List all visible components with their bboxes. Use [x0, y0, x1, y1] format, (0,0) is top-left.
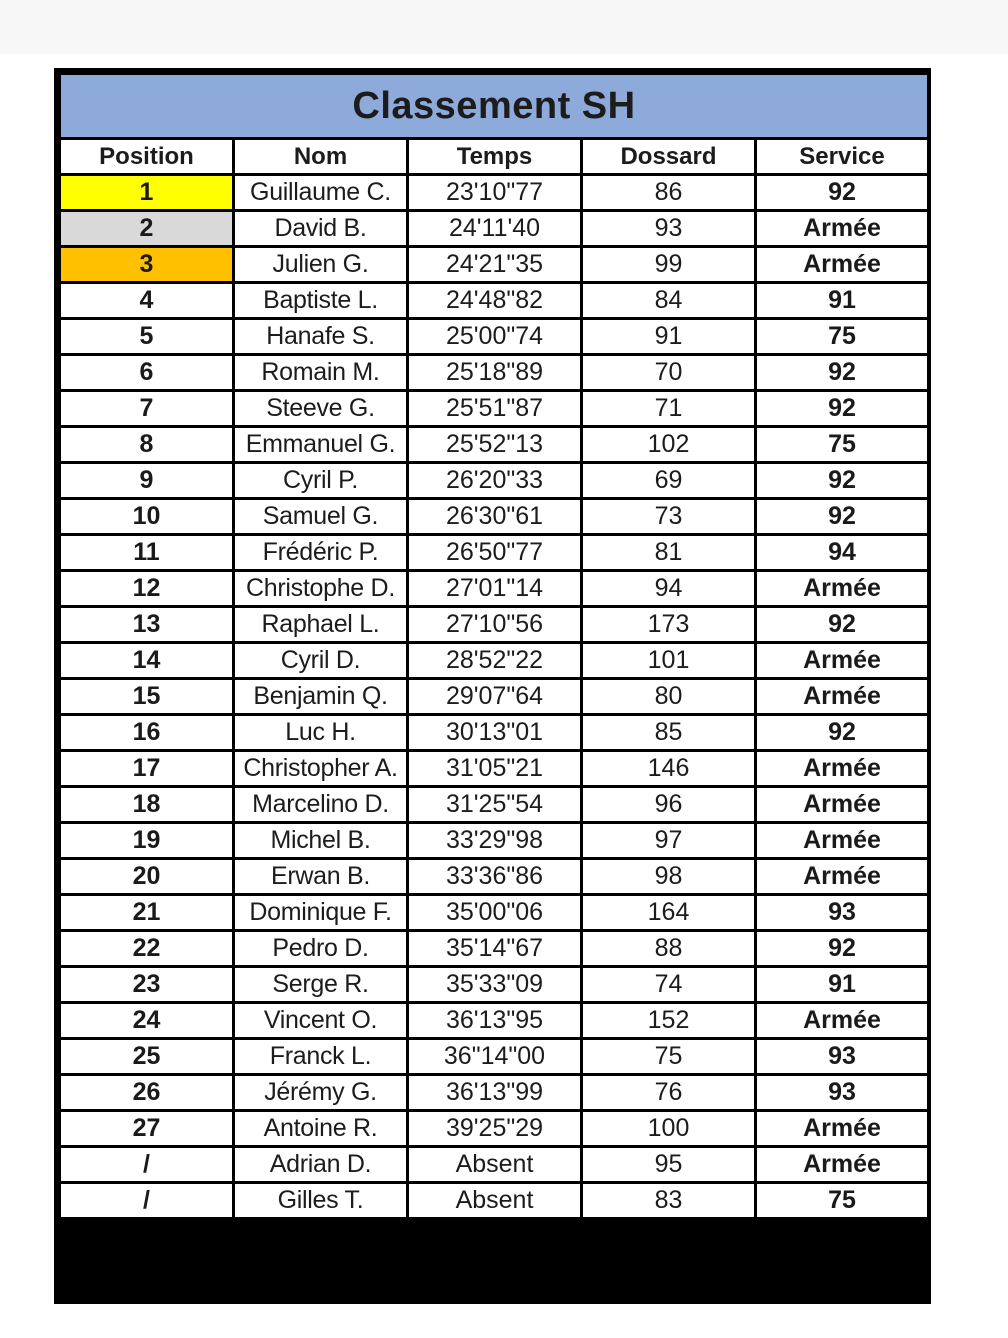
cell-position: 12 [60, 571, 234, 607]
table-row [60, 967, 929, 1003]
cell-dossard: 96 [582, 787, 756, 823]
cell-temps: 27'10"56 [408, 607, 582, 643]
cell-temps: 26'50"77 [408, 535, 582, 571]
cell-temps: 31'25"54 [408, 787, 582, 823]
cell-temps: 35'33"09 [408, 967, 582, 1003]
cell-position: 20 [60, 859, 234, 895]
cell-service: Armée [756, 787, 929, 823]
cell-temps: 25'51"87 [408, 391, 582, 427]
cell-nom: Baptiste L. [234, 283, 408, 319]
cell-temps: 25'00"74 [408, 319, 582, 355]
cell-service: 92 [756, 175, 929, 211]
cell-temps: 25'18"89 [408, 355, 582, 391]
cell-service: 93 [756, 1075, 929, 1111]
cell-service: Armée [756, 751, 929, 787]
cell-position: 2 [60, 211, 234, 247]
cell-position: 14 [60, 643, 234, 679]
cell-service: 93 [756, 895, 929, 931]
column-header-row [60, 139, 929, 175]
cell-service: Armée [756, 1111, 929, 1147]
table-row [60, 787, 929, 823]
cell-position: 13 [60, 607, 234, 643]
cell-position: 3 [60, 247, 234, 283]
cell-nom: David B. [234, 211, 408, 247]
cell-nom: Julien G. [234, 247, 408, 283]
table-row [60, 463, 929, 499]
cell-temps: 24'48"82 [408, 283, 582, 319]
cell-dossard: 75 [582, 1039, 756, 1075]
cell-position: 25 [60, 1039, 234, 1075]
cell-temps: 25'52"13 [408, 427, 582, 463]
cell-temps: Absent [408, 1183, 582, 1219]
cell-dossard: 101 [582, 643, 756, 679]
cell-dossard: 164 [582, 895, 756, 931]
cell-position: 9 [60, 463, 234, 499]
cell-dossard: 73 [582, 499, 756, 535]
cell-nom: Guillaume C. [234, 175, 408, 211]
table-row [60, 1039, 929, 1075]
cell-service: 75 [756, 1183, 929, 1219]
cell-dossard: 80 [582, 679, 756, 715]
cell-service: 92 [756, 607, 929, 643]
table-row [60, 1183, 929, 1219]
cell-position: 10 [60, 499, 234, 535]
cell-temps: 31'05"21 [408, 751, 582, 787]
table-row [60, 175, 929, 211]
cell-temps: 36'13"95 [408, 1003, 582, 1039]
cell-temps: 36"14"00 [408, 1039, 582, 1075]
cell-temps: 24'11'40 [408, 211, 582, 247]
cell-dossard: 84 [582, 283, 756, 319]
table-row [60, 679, 929, 715]
cell-nom: Romain M. [234, 355, 408, 391]
table-row [60, 1075, 929, 1111]
table-row [60, 859, 929, 895]
cell-nom: Antoine R. [234, 1111, 408, 1147]
cell-service: Armée [756, 1003, 929, 1039]
cell-nom: Benjamin Q. [234, 679, 408, 715]
cell-dossard: 70 [582, 355, 756, 391]
cell-service: Armée [756, 859, 929, 895]
cell-position: 4 [60, 283, 234, 319]
cell-dossard: 95 [582, 1147, 756, 1183]
top-background-band [0, 0, 1008, 54]
cell-nom: Jérémy G. [234, 1075, 408, 1111]
cell-service: 92 [756, 715, 929, 751]
cell-dossard: 97 [582, 823, 756, 859]
table-row [60, 211, 929, 247]
cell-service: Armée [756, 1147, 929, 1183]
cell-dossard: 85 [582, 715, 756, 751]
cell-position: 5 [60, 319, 234, 355]
cell-temps: 35'00"06 [408, 895, 582, 931]
cell-temps: 29'07"64 [408, 679, 582, 715]
table-title: Classement SH [60, 74, 929, 139]
results-sheet [54, 68, 931, 1304]
cell-temps: 26'30"61 [408, 499, 582, 535]
cell-nom: Erwan B. [234, 859, 408, 895]
cell-dossard: 94 [582, 571, 756, 607]
cell-position: 19 [60, 823, 234, 859]
cell-service: Armée [756, 247, 929, 283]
cell-position: 18 [60, 787, 234, 823]
table-row [60, 823, 929, 859]
cell-dossard: 74 [582, 967, 756, 1003]
cell-nom: Marcelino D. [234, 787, 408, 823]
cell-service: 92 [756, 391, 929, 427]
column-header-nom: Nom [234, 139, 408, 175]
cell-service: 91 [756, 283, 929, 319]
cell-service: 92 [756, 355, 929, 391]
cell-service: Armée [756, 679, 929, 715]
cell-position: 6 [60, 355, 234, 391]
cell-position: / [60, 1183, 234, 1219]
cell-temps: Absent [408, 1147, 582, 1183]
title-row [60, 74, 929, 139]
cell-nom: Frédéric P. [234, 535, 408, 571]
results-body [60, 175, 929, 1219]
cell-temps: 24'21"35 [408, 247, 582, 283]
cell-position: 23 [60, 967, 234, 1003]
cell-service: Armée [756, 823, 929, 859]
cell-service: Armée [756, 571, 929, 607]
cell-service: 92 [756, 931, 929, 967]
column-header-dossard: Dossard [582, 139, 756, 175]
cell-nom: Franck L. [234, 1039, 408, 1075]
cell-nom: Gilles T. [234, 1183, 408, 1219]
cell-position: 26 [60, 1075, 234, 1111]
table-row [60, 499, 929, 535]
cell-service: Armée [756, 643, 929, 679]
cell-temps: 35'14"67 [408, 931, 582, 967]
table-row [60, 319, 929, 355]
cell-dossard: 93 [582, 211, 756, 247]
cell-temps: 33'29"98 [408, 823, 582, 859]
cell-position: 16 [60, 715, 234, 751]
cell-position: 24 [60, 1003, 234, 1039]
cell-dossard: 81 [582, 535, 756, 571]
cell-temps: 23'10"77 [408, 175, 582, 211]
cell-temps: 33'36"86 [408, 859, 582, 895]
cell-temps: 26'20"33 [408, 463, 582, 499]
cell-temps: 30'13"01 [408, 715, 582, 751]
table-row [60, 643, 929, 679]
cell-dossard: 91 [582, 319, 756, 355]
cell-nom: Christophe D. [234, 571, 408, 607]
cell-position: 15 [60, 679, 234, 715]
cell-position: 11 [60, 535, 234, 571]
cell-nom: Samuel G. [234, 499, 408, 535]
cell-temps: 27'01"14 [408, 571, 582, 607]
cell-nom: Serge R. [234, 967, 408, 1003]
cell-nom: Pedro D. [234, 931, 408, 967]
cell-dossard: 88 [582, 931, 756, 967]
cell-dossard: 99 [582, 247, 756, 283]
cell-service: 92 [756, 463, 929, 499]
table-row [60, 571, 929, 607]
cell-dossard: 69 [582, 463, 756, 499]
table-row [60, 1003, 929, 1039]
cell-position: 7 [60, 391, 234, 427]
cell-nom: Emmanuel G. [234, 427, 408, 463]
cell-nom: Cyril P. [234, 463, 408, 499]
cell-dossard: 102 [582, 427, 756, 463]
cell-service: Armée [756, 211, 929, 247]
results-table [58, 72, 930, 1220]
cell-position: 1 [60, 175, 234, 211]
cell-dossard: 173 [582, 607, 756, 643]
table-row [60, 751, 929, 787]
cell-service: 75 [756, 319, 929, 355]
column-header-position: Position [60, 139, 234, 175]
cell-service: 92 [756, 499, 929, 535]
table-row [60, 931, 929, 967]
cell-dossard: 152 [582, 1003, 756, 1039]
cell-temps: 36'13"99 [408, 1075, 582, 1111]
cell-service: 91 [756, 967, 929, 1003]
cell-dossard: 98 [582, 859, 756, 895]
cell-dossard: 100 [582, 1111, 756, 1147]
table-row [60, 607, 929, 643]
cell-nom: Vincent O. [234, 1003, 408, 1039]
cell-dossard: 71 [582, 391, 756, 427]
table-row [60, 1111, 929, 1147]
cell-dossard: 146 [582, 751, 756, 787]
cell-temps: 39'25"29 [408, 1111, 582, 1147]
table-row [60, 895, 929, 931]
cell-nom: Dominique F. [234, 895, 408, 931]
cell-nom: Adrian D. [234, 1147, 408, 1183]
cell-position: 27 [60, 1111, 234, 1147]
cell-position: 8 [60, 427, 234, 463]
cell-dossard: 83 [582, 1183, 756, 1219]
cell-position: 21 [60, 895, 234, 931]
cell-service: 75 [756, 427, 929, 463]
table-row [60, 715, 929, 751]
cell-nom: Hanafe S. [234, 319, 408, 355]
cell-nom: Michel B. [234, 823, 408, 859]
cell-position: / [60, 1147, 234, 1183]
table-row [60, 1147, 929, 1183]
table-row [60, 247, 929, 283]
cell-position: 22 [60, 931, 234, 967]
column-header-service: Service [756, 139, 929, 175]
table-row [60, 391, 929, 427]
column-header-temps: Temps [408, 139, 582, 175]
cell-nom: Cyril D. [234, 643, 408, 679]
cell-dossard: 76 [582, 1075, 756, 1111]
cell-position: 17 [60, 751, 234, 787]
cell-nom: Luc H. [234, 715, 408, 751]
cell-temps: 28'52"22 [408, 643, 582, 679]
table-row [60, 535, 929, 571]
cell-nom: Christopher A. [234, 751, 408, 787]
cell-dossard: 86 [582, 175, 756, 211]
table-row [60, 355, 929, 391]
cell-nom: Steeve G. [234, 391, 408, 427]
cell-service: 93 [756, 1039, 929, 1075]
cell-service: 94 [756, 535, 929, 571]
cell-nom: Raphael L. [234, 607, 408, 643]
table-row [60, 283, 929, 319]
table-row [60, 427, 929, 463]
